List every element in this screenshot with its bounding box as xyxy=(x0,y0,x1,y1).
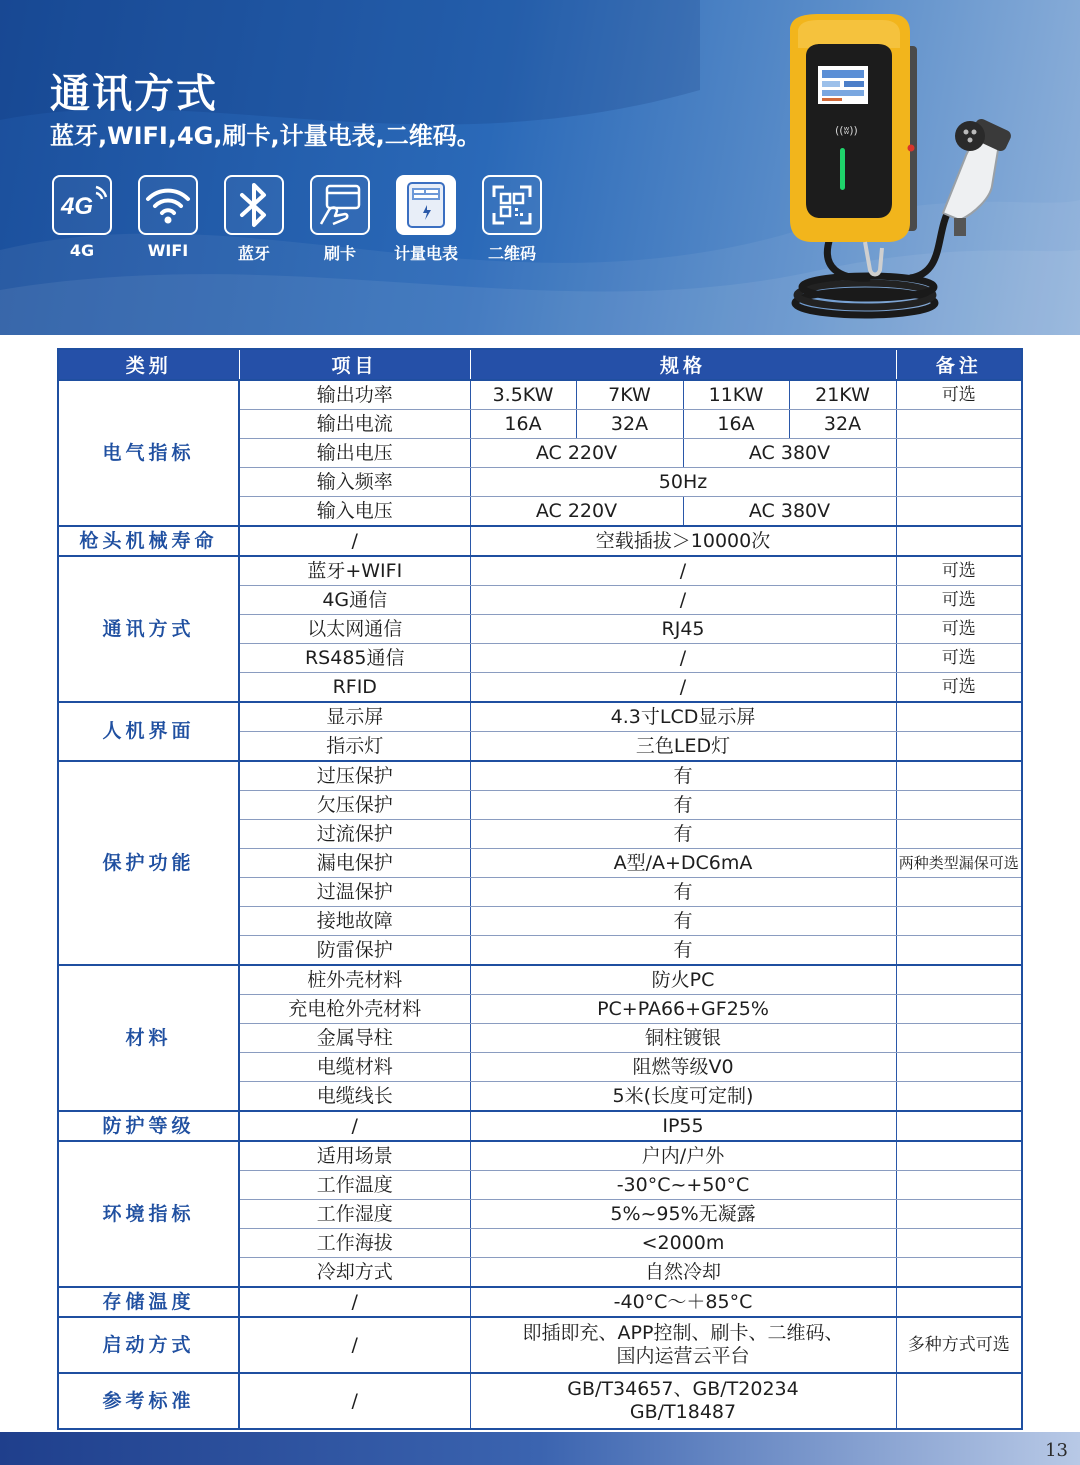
item-cell: 蓝牙+WIFI xyxy=(239,556,470,586)
spec-cell: -40°C～＋85°C xyxy=(470,1287,896,1317)
note-cell xyxy=(896,878,1022,907)
item-cell: 适用场景 xyxy=(239,1141,470,1171)
spec-cell: 防火PC xyxy=(470,965,896,995)
spec-cell: 自然冷却 xyxy=(470,1258,896,1288)
note-cell xyxy=(896,791,1022,820)
note-cell xyxy=(896,1111,1022,1141)
spec-cell: 50Hz xyxy=(470,468,896,497)
item-cell: RFID xyxy=(239,673,470,703)
note-cell: 两种类型漏保可选 xyxy=(896,849,1022,878)
spec-cell: 21KW xyxy=(789,380,896,410)
spec-cell xyxy=(470,1373,896,1429)
spec-cell: 5%~95%无凝露 xyxy=(470,1200,896,1229)
note-cell xyxy=(896,936,1022,966)
item-cell: / xyxy=(239,1111,470,1141)
feature-wifi xyxy=(136,175,200,264)
note-cell xyxy=(896,1024,1022,1053)
feature-qr xyxy=(480,175,544,264)
feature-icons xyxy=(50,175,544,264)
note-cell xyxy=(896,1171,1022,1200)
item-cell: / xyxy=(239,1287,470,1317)
note-cell xyxy=(896,468,1022,497)
4g-icon xyxy=(52,175,112,235)
svg-text:((ʬ)): ((ʬ)) xyxy=(835,124,858,137)
meter-icon xyxy=(396,175,456,235)
feature-label: 刷卡 xyxy=(323,244,356,263)
spec-cell: 有 xyxy=(470,761,896,791)
feature-label: 4G xyxy=(69,241,95,260)
category-cell: 启动方式 xyxy=(58,1317,239,1373)
spec-cell: 5米(长度可定制) xyxy=(470,1082,896,1112)
spec-cell: -30°C~+50°C xyxy=(470,1171,896,1200)
spec-cell: AC 380V xyxy=(683,497,896,527)
spec-cell: 11KW xyxy=(683,380,789,410)
qr-code-icon xyxy=(482,175,542,235)
page-title: 通讯方式 xyxy=(50,71,218,117)
note-cell xyxy=(896,907,1022,936)
spec-line: GB/T18487 xyxy=(629,1401,737,1423)
spec-cell: PC+PA66+GF25% xyxy=(470,995,896,1024)
spec-cell: / xyxy=(470,644,896,673)
feature-card xyxy=(308,175,372,264)
table-row xyxy=(58,1141,1022,1171)
spec-cell: 铜柱镀银 xyxy=(470,1024,896,1053)
wifi-icon xyxy=(138,175,198,235)
spec-cell: 16A xyxy=(683,410,789,439)
note-cell xyxy=(896,1229,1022,1258)
note-cell xyxy=(896,761,1022,791)
note-cell xyxy=(896,732,1022,762)
item-cell: 工作湿度 xyxy=(239,1200,470,1229)
spec-cell: 户内/户外 xyxy=(470,1141,896,1171)
item-cell: 欠压保护 xyxy=(239,791,470,820)
note-cell xyxy=(896,1258,1022,1288)
category-cell: 枪头机械寿命 xyxy=(58,526,239,556)
spec-cell: 有 xyxy=(470,907,896,936)
category-cell: 保护功能 xyxy=(58,761,239,965)
table-row xyxy=(58,761,1022,791)
item-cell: / xyxy=(239,1373,470,1429)
spec-line: GB/T34657、GB/T20234 xyxy=(567,1378,799,1401)
header-note: 备注 xyxy=(896,349,1022,380)
spec-cell: IP55 xyxy=(470,1111,896,1141)
item-cell: 电缆材料 xyxy=(239,1053,470,1082)
item-cell: 输出功率 xyxy=(239,380,470,410)
spec-cell: 32A xyxy=(789,410,896,439)
note-cell xyxy=(896,1053,1022,1082)
table-row xyxy=(58,380,1022,410)
spec-cell xyxy=(470,1317,896,1373)
spec-cell: / xyxy=(470,586,896,615)
spec-cell: AC 220V xyxy=(470,439,683,468)
category-cell: 参考标准 xyxy=(58,1373,239,1429)
note-cell: 可选 xyxy=(896,380,1022,410)
bluetooth-icon xyxy=(224,175,284,235)
note-cell xyxy=(896,410,1022,439)
spec-cell: 16A xyxy=(470,410,576,439)
spec-cell: 空载插拔＞10000次 xyxy=(470,526,896,556)
note-cell xyxy=(896,497,1022,527)
feature-label: 计量电表 xyxy=(394,244,459,263)
category-cell: 电气指标 xyxy=(58,380,239,526)
table-row xyxy=(58,702,1022,732)
item-cell: 漏电保护 xyxy=(239,849,470,878)
item-cell: 指示灯 xyxy=(239,732,470,762)
table-row xyxy=(58,1317,1022,1373)
note-cell: 多种方式可选 xyxy=(896,1317,1022,1373)
feature-label: 二维码 xyxy=(487,244,536,263)
note-cell xyxy=(896,526,1022,556)
spec-cell: 有 xyxy=(470,878,896,907)
card-swipe-icon xyxy=(310,175,370,235)
item-cell: 显示屏 xyxy=(239,702,470,732)
item-cell: 充电枪外壳材料 xyxy=(239,995,470,1024)
header-banner xyxy=(0,0,1080,335)
spec-cell: 32A xyxy=(576,410,683,439)
table-row xyxy=(58,1287,1022,1317)
item-cell: 工作温度 xyxy=(239,1171,470,1200)
item-cell: 工作海拔 xyxy=(239,1229,470,1258)
spec-cell: 有 xyxy=(470,820,896,849)
item-cell: 过温保护 xyxy=(239,878,470,907)
note-cell: 可选 xyxy=(896,615,1022,644)
item-cell: 输出电压 xyxy=(239,439,470,468)
page-number: 13 xyxy=(1045,1440,1068,1461)
feature-bluetooth xyxy=(222,175,286,264)
note-cell xyxy=(896,1082,1022,1112)
item-cell: 以太网通信 xyxy=(239,615,470,644)
note-cell: 可选 xyxy=(896,586,1022,615)
header-category: 类别 xyxy=(58,349,239,380)
feature-label: WIFI xyxy=(147,241,189,260)
item-cell: 金属导柱 xyxy=(239,1024,470,1053)
table-row xyxy=(58,1111,1022,1141)
item-cell: 输入频率 xyxy=(239,468,470,497)
table-row xyxy=(58,526,1022,556)
item-cell: 输入电压 xyxy=(239,497,470,527)
item-cell: / xyxy=(239,1317,470,1373)
spec-cell: RJ45 xyxy=(470,615,896,644)
category-cell: 环境指标 xyxy=(58,1141,239,1287)
note-cell xyxy=(896,820,1022,849)
spec-cell: <2000m xyxy=(470,1229,896,1258)
item-cell: 桩外壳材料 xyxy=(239,965,470,995)
note-cell xyxy=(896,995,1022,1024)
item-cell: 冷却方式 xyxy=(239,1258,470,1288)
note-cell xyxy=(896,1287,1022,1317)
spec-cell: / xyxy=(470,673,896,703)
table-header-row xyxy=(58,349,1022,380)
spec-cell: 三色LED灯 xyxy=(470,732,896,762)
note-cell xyxy=(896,702,1022,732)
category-cell: 存储温度 xyxy=(58,1287,239,1317)
ev-charger-product-image xyxy=(760,8,1080,330)
category-cell: 通讯方式 xyxy=(58,556,239,702)
item-cell: RS485通信 xyxy=(239,644,470,673)
feature-4g xyxy=(50,175,114,264)
table-row xyxy=(58,965,1022,995)
item-cell: 4G通信 xyxy=(239,586,470,615)
spec-cell: A型/A+DC6mA xyxy=(470,849,896,878)
note-cell xyxy=(896,1200,1022,1229)
category-cell: 材料 xyxy=(58,965,239,1111)
spec-cell: 阻燃等级V0 xyxy=(470,1053,896,1082)
note-cell xyxy=(896,965,1022,995)
4g-icon-text: 4G xyxy=(61,193,94,220)
item-cell: 过流保护 xyxy=(239,820,470,849)
spec-cell: AC 380V xyxy=(683,439,896,468)
footer-bar xyxy=(0,1432,1080,1465)
spec-table xyxy=(57,348,1023,1430)
spec-cell: 3.5KW xyxy=(470,380,576,410)
spec-cell: / xyxy=(470,556,896,586)
header-item: 项目 xyxy=(239,349,470,380)
item-cell: 过压保护 xyxy=(239,761,470,791)
note-cell: 可选 xyxy=(896,644,1022,673)
note-cell xyxy=(896,439,1022,468)
category-cell: 防护等级 xyxy=(58,1111,239,1141)
spec-cell: 有 xyxy=(470,936,896,966)
header-spec: 规格 xyxy=(470,349,896,380)
feature-meter xyxy=(394,175,458,264)
spec-cell: 有 xyxy=(470,791,896,820)
item-cell: 电缆线长 xyxy=(239,1082,470,1112)
note-cell xyxy=(896,1141,1022,1171)
note-cell xyxy=(896,1373,1022,1429)
note-cell: 可选 xyxy=(896,556,1022,586)
category-cell: 人机界面 xyxy=(58,702,239,761)
feature-label: 蓝牙 xyxy=(237,244,270,263)
item-cell: 输出电流 xyxy=(239,410,470,439)
page-subtitle: 蓝牙,WIFI,4G,刷卡,计量电表,二维码。 xyxy=(50,122,481,150)
spec-line: 即插即充、APP控制、刷卡、二维码、 xyxy=(522,1322,844,1345)
table-row xyxy=(58,556,1022,586)
note-cell: 可选 xyxy=(896,673,1022,703)
spec-line: 国内运营云平台 xyxy=(616,1345,750,1367)
spec-cell: 4.3寸LCD显示屏 xyxy=(470,702,896,732)
item-cell: 防雷保护 xyxy=(239,936,470,966)
item-cell: 接地故障 xyxy=(239,907,470,936)
item-cell: / xyxy=(239,526,470,556)
spec-cell: 7KW xyxy=(576,380,683,410)
spec-cell: AC 220V xyxy=(470,497,683,527)
table-row xyxy=(58,1373,1022,1429)
